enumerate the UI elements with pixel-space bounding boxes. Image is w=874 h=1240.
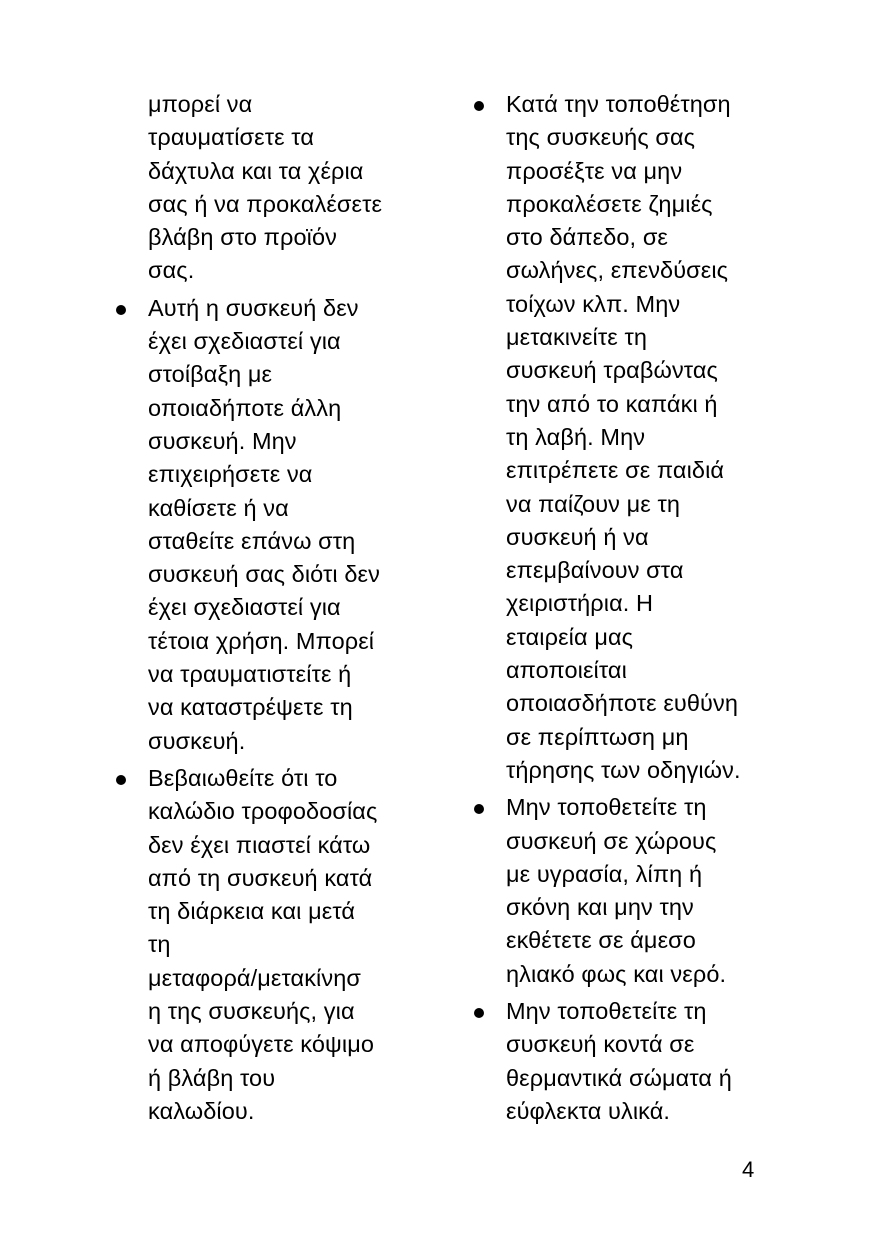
text-line: σκόνη και μην την bbox=[506, 894, 694, 921]
text-line: συσκευή ή να bbox=[506, 523, 649, 550]
text-line: ηλιακό φως και νερό. bbox=[506, 960, 727, 987]
text-line: συσκευή. Μην bbox=[148, 427, 297, 454]
text-line: σταθείτε επάνω στη bbox=[148, 527, 356, 554]
text-line: αποποιείται bbox=[506, 657, 627, 684]
text-line: συσκευή. bbox=[148, 727, 246, 754]
text-line: σας ή να προκαλέσετε bbox=[148, 190, 383, 217]
text-line: να τραυματιστείτε ή bbox=[148, 661, 352, 688]
text-line: Αυτή η συσκευή δεν bbox=[148, 294, 359, 321]
text-line: καλωδίου. bbox=[148, 1097, 255, 1124]
text-line: τοίχων κλπ. Μην bbox=[506, 290, 681, 317]
text-line: επεμβαίνουν στα bbox=[506, 557, 684, 584]
text-line: σας. bbox=[148, 257, 195, 284]
text-line: από τη συσκευή κατά bbox=[148, 864, 373, 891]
text-line: να αποφύγετε κόψιμο bbox=[148, 1031, 375, 1058]
text-line: οποιασδήποτε ευθύνη bbox=[506, 690, 739, 717]
text-line: τη διάρκεια και μετά bbox=[148, 898, 356, 925]
text-line: Μην τοποθετείτε τη bbox=[506, 998, 707, 1025]
text-line: τήρησης των οδηγιών. bbox=[506, 756, 741, 783]
text-line: με υγρασία, λίπη ή bbox=[506, 860, 703, 887]
text-line: συσκευή κοντά σε bbox=[506, 1031, 695, 1058]
text-line: δεν έχει πιαστεί κάτω bbox=[148, 831, 371, 858]
text-line: μπορεί να bbox=[148, 91, 253, 117]
text-line: Κατά την τοποθέτηση bbox=[506, 91, 731, 117]
text-line: συσκευή σας διότι δεν bbox=[148, 561, 380, 588]
text-line: καθίσετε ή να bbox=[148, 494, 289, 521]
text-line: οποιαδήποτε άλλη bbox=[148, 394, 342, 421]
bullet-icon bbox=[474, 804, 484, 814]
text-line: στο δάπεδο, σε bbox=[506, 224, 668, 251]
text-line: η της συσκευής, για bbox=[148, 998, 355, 1025]
text-line: ή βλάβη του bbox=[148, 1064, 276, 1091]
text-line: Μην τοποθετείτε τη bbox=[506, 794, 707, 821]
continuation-paragraph bbox=[112, 88, 412, 288]
bullet-item-stacking bbox=[112, 292, 412, 758]
text-line: τη λαβή. Μην bbox=[506, 423, 646, 450]
text-line: έχει σχεδιαστεί για bbox=[148, 328, 341, 355]
text-line: μετακινείτε τη bbox=[506, 324, 648, 351]
bullet-item-placement bbox=[470, 88, 770, 787]
text-line: συσκευή σε χώρους bbox=[506, 827, 717, 854]
text-line: την από το καπάκι ή bbox=[506, 390, 718, 417]
bullet-icon bbox=[116, 775, 126, 785]
text-line: καλώδιο τροφοδοσίας bbox=[148, 798, 378, 825]
text-line: δάχτυλα και τα χέρια bbox=[148, 157, 364, 184]
text-line: εταιρεία μας bbox=[506, 623, 634, 650]
text-line: Βεβαιωθείτε ότι το bbox=[148, 764, 338, 791]
text-line: να παίζουν με τη bbox=[506, 490, 681, 517]
text-line: σε περίπτωση μη bbox=[506, 723, 689, 750]
bullet-icon bbox=[474, 1008, 484, 1018]
text-line: χειριστήρια. Η bbox=[506, 590, 654, 617]
right-column bbox=[470, 88, 770, 1132]
text-line: εύφλεκτα υλικά. bbox=[506, 1097, 671, 1124]
text-line: συσκευή τραβώντας bbox=[506, 357, 718, 384]
text-line: τη bbox=[148, 931, 171, 958]
bullet-icon bbox=[474, 101, 484, 111]
text-line: μεταφορά/μετακίνησ bbox=[148, 964, 361, 991]
bullet-item-power-cord bbox=[112, 762, 412, 1128]
text-line: εκθέτετε σε άμεσο bbox=[506, 927, 696, 954]
text-line: επιχειρήσετε να bbox=[148, 461, 313, 488]
text-line: στοίβαξη με bbox=[148, 361, 273, 388]
bullet-icon bbox=[116, 305, 126, 315]
text-line: σωλήνες, επενδύσεις bbox=[506, 257, 729, 284]
text-line: τραυματίσετε τα bbox=[148, 124, 315, 151]
text-line: προσέξτε να μην bbox=[506, 157, 683, 184]
text-line: επιτρέπετε σε παιδιά bbox=[506, 457, 725, 484]
text-line: βλάβη στο προϊόν bbox=[148, 224, 337, 251]
bullet-item-humidity bbox=[470, 791, 770, 991]
bullet-item-heaters bbox=[470, 995, 770, 1128]
text-line: τέτοια χρήση. Μπορεί bbox=[148, 627, 375, 654]
text-line: θερμαντικά σώματα ή bbox=[506, 1064, 732, 1091]
text-line: προκαλέσετε ζημιές bbox=[506, 190, 713, 217]
text-line: έχει σχεδιαστεί για bbox=[148, 594, 341, 621]
left-column bbox=[112, 88, 412, 1132]
text-line: να καταστρέψετε τη bbox=[148, 694, 353, 721]
text-line: της συσκευής σας bbox=[506, 124, 696, 151]
page-number: 4 bbox=[742, 1157, 755, 1182]
